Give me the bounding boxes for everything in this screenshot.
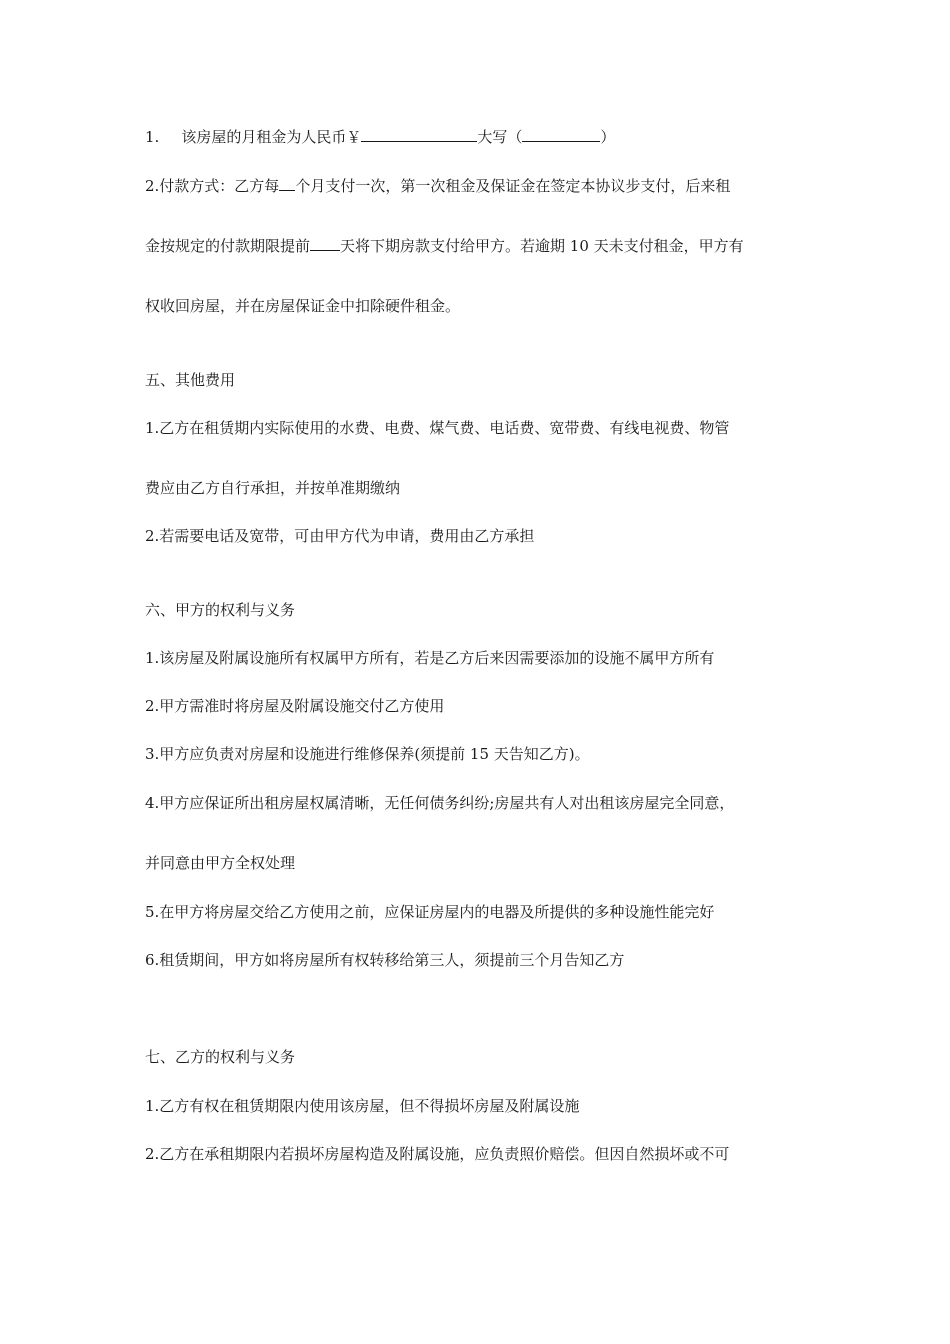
payment-text: 个月支付一次，第一次租金及保证金在签定本协议步支付，后来租 — [295, 177, 731, 195]
landlord-item-4-line-2: 并同意由甲方全权处理 — [145, 854, 296, 872]
item-number: 1. — [145, 128, 160, 146]
payment-line-3: 权收回房屋，并在房屋保证金中扣除硬件租金。 — [145, 297, 461, 315]
landlord-item-5: 5.在甲方将房屋交给乙方使用之前，应保证房屋内的电器及所提供的多种设施性能完好 — [145, 903, 715, 921]
section-five-heading: 五、其他费用 — [145, 371, 236, 389]
rent-capital-label: 大写（ — [477, 128, 523, 146]
rent-capital-blank — [522, 127, 600, 142]
landlord-item-4-line-1: 4.甲方应保证所出租房屋权属清晰，无任何债务纠纷;房屋共有人对出租该房屋完全同意， — [145, 794, 735, 812]
rent-capital-close: ） — [600, 128, 616, 146]
section-six-heading: 六、甲方的权利与义务 — [145, 601, 296, 619]
landlord-item-2: 2.甲方需准时将房屋及附属设施交付乙方使用 — [145, 697, 445, 715]
payment-text: 金按规定的付款期限提前 — [145, 237, 311, 255]
payment-line-1 — [145, 176, 730, 196]
rent-amount-line — [145, 127, 615, 147]
payment-line-2 — [145, 236, 744, 256]
tenant-item-2: 2.乙方在承租期限内若损坏房屋构造及附属设施，应负责照价赔偿。但因自然损坏或不可 — [145, 1145, 730, 1163]
other-fees-item-1-line-2: 费应由乙方自行承担，并按单准期缴纳 — [145, 479, 401, 497]
landlord-item-3: 3.甲方应负责对房屋和设施进行维修保养(须提前 15 天告知乙方)。 — [145, 745, 590, 763]
tenant-item-1: 1.乙方有权在租赁期限内使用该房屋，但不得损坏房屋及附属设施 — [145, 1097, 580, 1115]
payment-days-blank — [310, 236, 340, 251]
section-seven-heading: 七、乙方的权利与义务 — [145, 1048, 296, 1066]
payment-months-blank — [279, 176, 295, 191]
other-fees-item-1-line-1: 1.乙方在租赁期内实际使用的水费、电费、煤气费、电话费、宽带费、有线电视费、物管 — [145, 419, 730, 437]
payment-text: 天将下期房款支付给甲方。若逾期 10 天未支付租金，甲方有 — [340, 237, 744, 255]
other-fees-item-2: 2.若需要电话及宽带，可由甲方代为申请，费用由乙方承担 — [145, 527, 535, 545]
rent-amount-label: 该房屋的月租金为人民币￥ — [181, 128, 362, 146]
payment-text: 2.付款方式：乙方每 — [145, 177, 280, 195]
landlord-item-1: 1.该房屋及附属设施所有权属甲方所有，若是乙方后来因需要添加的设施不属甲方所有 — [145, 649, 715, 667]
rent-amount-blank — [361, 127, 477, 142]
landlord-item-6: 6.租赁期间，甲方如将房屋所有权转移给第三人，须提前三个月告知乙方 — [145, 951, 625, 969]
